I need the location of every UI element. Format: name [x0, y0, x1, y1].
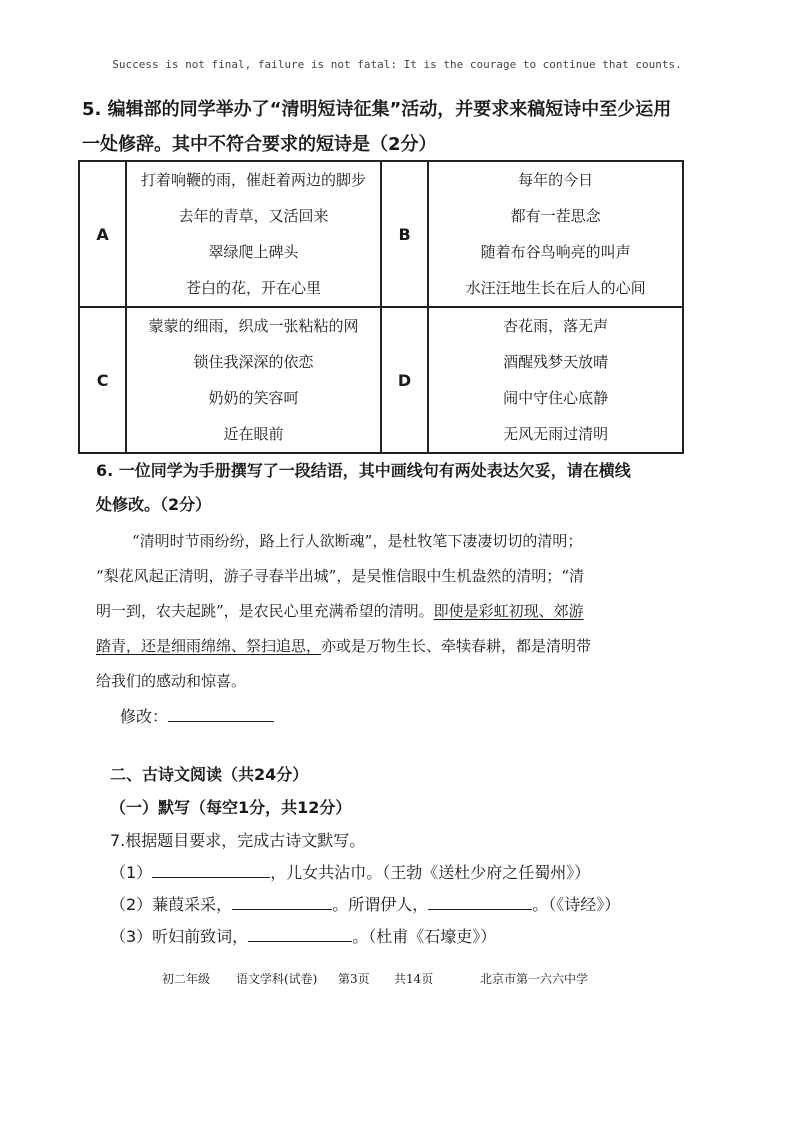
- question-6-line1: 6. 一位同学为手册撰写了一段结语，其中画线句有两处表达欠妥，请在横线: [96, 461, 631, 480]
- section-2-subtitle: （一）默写（每空1分，共12分）: [110, 798, 352, 817]
- poem-line: 去年的青草，又活回来: [178, 207, 329, 225]
- question-7-prompt: 7.根据题目要求，完成古诗文默写。: [110, 831, 366, 850]
- revise-answer-blank[interactable]: [168, 705, 274, 722]
- option-d-poem: [428, 307, 683, 453]
- question-5-line2: 一处修辞。其中不符合要求的短诗是（2分）: [82, 134, 437, 155]
- section-2-title: 二、古诗文阅读（共24分）: [110, 765, 309, 784]
- poem-line: 奶奶的笑容呵: [208, 389, 299, 407]
- item-3-text-a: （3）听妇前致词，: [110, 927, 249, 946]
- passage-line-4-text: 亦或是万物生长、牵犊春耕，都是清明带: [321, 637, 592, 655]
- item-2-text-a: （2）蒹葭采采，: [110, 895, 233, 914]
- poem-line: 都有一茬思念: [510, 207, 601, 225]
- item-3-text-b: 。（杜甫《石壕吏》）: [352, 927, 497, 946]
- page-header-quote: Success is not final, failure is not fatal: It is the courage to continue that counts.: [112, 58, 682, 71]
- item-2-text-b: 。所谓伊人，: [332, 895, 429, 914]
- option-a-letter: A: [79, 161, 126, 307]
- passage-line-4: [96, 635, 591, 656]
- item-3-blank[interactable]: [248, 925, 352, 942]
- poem-line: 酒醒残梦天放晴: [503, 353, 609, 371]
- footer-subject: 语文学科(试卷): [236, 972, 318, 986]
- footer-school: 北京市第一六六中学: [480, 972, 589, 986]
- item-1-blank[interactable]: [152, 861, 270, 878]
- passage-line-5: 给我们的感动和惊喜。: [96, 672, 247, 690]
- recite-item-2: [110, 892, 620, 915]
- poem-line: 每年的今日: [518, 171, 594, 189]
- item-2-blank-1[interactable]: [232, 893, 332, 910]
- underlined-sentence-part2: 踏青，还是细雨绵绵、祭扫追思，: [96, 637, 322, 655]
- option-a-poem: [126, 161, 381, 307]
- item-2-text-c: 。（《诗经》）: [532, 895, 621, 914]
- poem-line: 无风无雨过清明: [503, 425, 609, 443]
- poem-line: 闹中守住心底静: [503, 389, 609, 407]
- passage-line-1: “清明时节雨纷纷，路上行人欲断魂”，是杜牧笔下凄凄切切的清明；: [132, 532, 583, 550]
- poem-line: 蒙蒙的细雨，织成一张粘粘的网: [148, 317, 359, 335]
- question-6-line2: 处修改。（2分）: [96, 495, 212, 514]
- poem-line: 近在眼前: [223, 425, 284, 443]
- passage-line-2: “梨花风起正清明，游子寻春半出城”，是吴惟信眼中生机盎然的清明；“清: [96, 567, 585, 585]
- option-c-poem: [126, 307, 381, 453]
- footer-page: 第3页: [338, 972, 370, 986]
- poem-line: 杏花雨，落无声: [503, 317, 609, 335]
- option-c-letter: C: [79, 307, 126, 453]
- poem-line: 打着响鞭的雨，催赶着两边的脚步: [141, 171, 367, 189]
- item-1-text: ，儿女共沾巾。（王勃《送杜少府之任蜀州》）: [270, 863, 591, 882]
- poem-line: 翠绿爬上碑头: [208, 243, 299, 261]
- revise-label: 修改：: [120, 707, 169, 726]
- passage-line-3-text: 明一到，农夫起跳”，是农民心里充满希望的清明。: [96, 602, 434, 620]
- footer-total-pages: 共14页: [394, 972, 434, 986]
- option-d-letter: D: [381, 307, 428, 453]
- poem-line: 水汪汪地生长在后人的心间: [465, 279, 646, 297]
- poem-line: 苍白的花，开在心里: [186, 279, 322, 297]
- footer-grade: 初二年级: [162, 972, 211, 986]
- item-2-blank-2[interactable]: [428, 893, 532, 910]
- item-1-number: （1）: [110, 863, 153, 882]
- underlined-sentence-part1: 即使是彩虹初现、郊游: [433, 602, 584, 620]
- question-5-line1: 5. 编辑部的同学举办了“清明短诗征集”活动，并要求来稿短诗中至少运用: [82, 99, 672, 120]
- option-b-poem: [428, 161, 683, 307]
- recite-item-3: [110, 924, 496, 947]
- poem-options-table: [78, 160, 684, 454]
- passage-line-3: [96, 600, 584, 621]
- recite-item-1: [110, 860, 590, 883]
- option-b-letter: B: [381, 161, 428, 307]
- poem-line: 锁住我深深的依恋: [193, 353, 314, 371]
- poem-line: 随着布谷鸟响亮的叫声: [480, 243, 631, 261]
- revise-row: [120, 704, 274, 727]
